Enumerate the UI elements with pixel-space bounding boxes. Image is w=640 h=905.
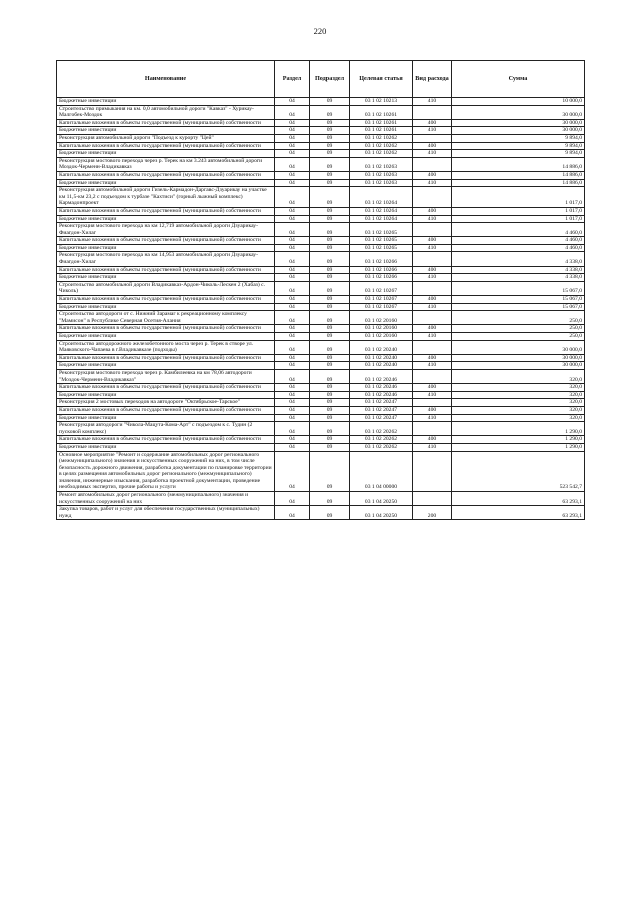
cell-name: Реконструкция автомобильной дороги Гизель-Кармадон-Даргавс-Дзуарикау на участке км 11,5-км 23,2 с подъездом к турбазе "Кахтиси" (горный лыжный комплекс) Кармадонпроект: [57, 187, 275, 208]
table-row: [57, 354, 585, 362]
cell-name: Закупка товаров, работ и услуг для обеспечения государственных (муниципальных) нужд: [57, 506, 275, 520]
cell-section: 04: [275, 436, 310, 444]
cell-sum: 9 894,0: [452, 142, 585, 150]
table-row: [57, 399, 585, 407]
cell-sum: 1 290,0: [452, 443, 585, 451]
cell-section: 04: [275, 274, 310, 282]
cell-target: 03 1 02 20247: [350, 406, 413, 414]
table-row: [57, 252, 585, 266]
header-subsection: Подраздел: [310, 61, 350, 98]
table-row: [57, 325, 585, 333]
cell-subsection: 09: [310, 406, 350, 414]
table-row: [57, 384, 585, 392]
cell-expense-type: [413, 134, 452, 142]
cell-section: 04: [275, 134, 310, 142]
cell-subsection: 09: [310, 237, 350, 245]
cell-target: 03 1 02 10264: [350, 187, 413, 208]
cell-expense-type: 400: [413, 237, 452, 245]
cell-name: Капитальные вложения в объекты государственной (муниципальной) собственности: [57, 325, 275, 333]
cell-name: Основное мероприятие "Ремонт и содержание автомобильных дорог регионального (межмуниципального) значения и искусственных сооружений на них, в том числе безопасность дорожного движения, разработка документации по планировке территории в целях размещения автомобильных дорог регионального (межмуниципального) значения, инженерные изыскания, разработка проектной документации, проведение необходимых экспертиз, прочие работы и услуги: [57, 451, 275, 492]
cell-sum: 10 000,0: [452, 98, 585, 106]
cell-section: 04: [275, 252, 310, 266]
table-row: [57, 215, 585, 223]
cell-expense-type: 410: [413, 333, 452, 341]
cell-subsection: 09: [310, 142, 350, 150]
table-row: [57, 142, 585, 150]
cell-subsection: 09: [310, 281, 350, 295]
cell-section: 04: [275, 223, 310, 237]
cell-subsection: 09: [310, 354, 350, 362]
cell-expense-type: 400: [413, 436, 452, 444]
cell-sum: 14 886,0: [452, 179, 585, 187]
cell-subsection: 09: [310, 414, 350, 422]
cell-expense-type: [413, 422, 452, 436]
page-number: 220: [313, 26, 327, 36]
cell-target: 03 1 02 10266: [350, 252, 413, 266]
cell-target: 03 1 02 20262: [350, 436, 413, 444]
cell-sum: 30 000,0: [452, 354, 585, 362]
cell-target: 03 1 02 20246: [350, 384, 413, 392]
cell-subsection: 09: [310, 311, 350, 325]
cell-section: 04: [275, 311, 310, 325]
cell-subsection: 09: [310, 274, 350, 282]
cell-name: Бюджетные инвестиции: [57, 150, 275, 158]
cell-target: 03 1 02 20246: [350, 391, 413, 399]
table-row: [57, 171, 585, 179]
table-row: [57, 333, 585, 341]
cell-name: Бюджетные инвестиции: [57, 244, 275, 252]
cell-name: Реконструкция мостового перехода через р. Терек на км 3.243 автомобильной дороги Моздок-Черменн-Владикавказ: [57, 157, 275, 171]
cell-sum: 63 293,1: [452, 492, 585, 506]
cell-sum: 30 000,0: [452, 340, 585, 354]
cell-target: 03 1 02 10265: [350, 244, 413, 252]
cell-name: Бюджетные инвестиции: [57, 98, 275, 106]
table-row: [57, 274, 585, 282]
cell-target: 03 1 02 10266: [350, 266, 413, 274]
cell-name: Капитальные вложения в объекты государственной (муниципальной) собственности: [57, 354, 275, 362]
cell-expense-type: 400: [413, 384, 452, 392]
cell-expense-type: 410: [413, 391, 452, 399]
cell-name: Бюджетные инвестиции: [57, 333, 275, 341]
table-row: [57, 362, 585, 370]
cell-sum: 250,0: [452, 311, 585, 325]
table-row: [57, 406, 585, 414]
cell-section: 04: [275, 142, 310, 150]
header-name: Наименование: [57, 61, 275, 98]
cell-expense-type: [413, 187, 452, 208]
cell-section: 04: [275, 333, 310, 341]
cell-target: 03 1 02 10261: [350, 127, 413, 135]
cell-sum: 320,0: [452, 391, 585, 399]
table-row: [57, 105, 585, 119]
cell-section: 04: [275, 391, 310, 399]
cell-sum: 30 000,0: [452, 119, 585, 127]
header-sum: Сумма: [452, 61, 585, 98]
cell-subsection: 09: [310, 179, 350, 187]
table-row: [57, 266, 585, 274]
cell-expense-type: 400: [413, 171, 452, 179]
cell-sum: 1 290,0: [452, 422, 585, 436]
cell-name: Капитальные вложения в объекты государственной (муниципальной) собственности: [57, 266, 275, 274]
cell-name: Бюджетные инвестиции: [57, 362, 275, 370]
cell-sum: 15 067,0: [452, 296, 585, 304]
cell-expense-type: [413, 492, 452, 506]
cell-sum: 4 460,0: [452, 244, 585, 252]
cell-subsection: 09: [310, 391, 350, 399]
cell-sum: 1 017,0: [452, 207, 585, 215]
table-row: [57, 244, 585, 252]
table-row: [57, 451, 585, 492]
cell-section: 04: [275, 171, 310, 179]
cell-expense-type: [413, 451, 452, 492]
cell-subsection: 09: [310, 399, 350, 407]
cell-name: Капитальные вложения в объекты государственной (муниципальной) собственности: [57, 436, 275, 444]
cell-name: Реконструкция автодороги "Чикола-Мацута-Кома-Арт" с подъездом к с. Тудин (2 пусковой комплекс): [57, 422, 275, 436]
cell-section: 04: [275, 399, 310, 407]
header-section: Раздел: [275, 61, 310, 98]
table-row: [57, 187, 585, 208]
cell-name: Строительство примыкания на км. 0,0 автомобильной дороги "Кавказ" - Хурикау-Малгобек-Моздок: [57, 105, 275, 119]
cell-name: Бюджетные инвестиции: [57, 414, 275, 422]
cell-expense-type: [413, 340, 452, 354]
cell-expense-type: 410: [413, 150, 452, 158]
cell-section: 04: [275, 325, 310, 333]
cell-expense-type: 400: [413, 119, 452, 127]
cell-expense-type: 200: [413, 506, 452, 520]
cell-name: Ремонт автомобильных дорог регионального (межмуниципального) значения и искусственных сооружений на них: [57, 492, 275, 506]
cell-target: 03 1 02 10263: [350, 171, 413, 179]
cell-subsection: 09: [310, 422, 350, 436]
cell-target: 03 1 02 20160: [350, 333, 413, 341]
cell-section: 04: [275, 207, 310, 215]
table-header: [57, 61, 585, 98]
cell-sum: 4 338,0: [452, 266, 585, 274]
cell-sum: 63 293,1: [452, 506, 585, 520]
table-row: [57, 422, 585, 436]
cell-subsection: 09: [310, 443, 350, 451]
table-row: [57, 311, 585, 325]
cell-expense-type: 410: [413, 303, 452, 311]
cell-expense-type: 410: [413, 274, 452, 282]
cell-subsection: 09: [310, 369, 350, 383]
cell-sum: 1 017,0: [452, 187, 585, 208]
cell-sum: 320,0: [452, 384, 585, 392]
cell-sum: 4 338,0: [452, 252, 585, 266]
table-row: [57, 296, 585, 304]
cell-section: 04: [275, 384, 310, 392]
table-row: [57, 369, 585, 383]
cell-name: Бюджетные инвестиции: [57, 274, 275, 282]
table-row: [57, 436, 585, 444]
cell-name: Строительство автодороги от с. Нижний Зарамаг к рекреационному комплексу "Мамисон" в Республике Северная Осетия-Алания: [57, 311, 275, 325]
cell-sum: 14 886,0: [452, 157, 585, 171]
cell-subsection: 09: [310, 215, 350, 223]
cell-subsection: 09: [310, 244, 350, 252]
table-row: [57, 98, 585, 106]
cell-expense-type: 410: [413, 443, 452, 451]
cell-sum: 30 000,0: [452, 362, 585, 370]
cell-subsection: 09: [310, 296, 350, 304]
cell-target: 03 1 02 10264: [350, 215, 413, 223]
cell-target: 03 1 04 20250: [350, 506, 413, 520]
cell-sum: 320,0: [452, 406, 585, 414]
cell-expense-type: [413, 252, 452, 266]
cell-subsection: 09: [310, 105, 350, 119]
cell-sum: 4 460,0: [452, 237, 585, 245]
cell-name: Бюджетные инвестиции: [57, 127, 275, 135]
cell-name: Бюджетные инвестиции: [57, 179, 275, 187]
cell-target: 03 1 02 10263: [350, 157, 413, 171]
cell-section: 04: [275, 127, 310, 135]
cell-expense-type: 400: [413, 142, 452, 150]
cell-name: Капитальные вложения в объекты государственной (муниципальной) собственности: [57, 237, 275, 245]
cell-target: 03 1 02 10261: [350, 105, 413, 119]
cell-section: 04: [275, 157, 310, 171]
cell-target: 03 1 02 10267: [350, 281, 413, 295]
table-row: [57, 281, 585, 295]
cell-sum: 15 067,0: [452, 303, 585, 311]
cell-name: Реконструкция мостового перехода через р. Камбилеевка на км 78,06 автодороги "Моздок-Черменн-Владикавказ": [57, 369, 275, 383]
cell-section: 04: [275, 266, 310, 274]
cell-expense-type: [413, 223, 452, 237]
cell-section: 04: [275, 362, 310, 370]
table-row: [57, 303, 585, 311]
cell-target: 03 1 02 20262: [350, 422, 413, 436]
cell-target: 03 1 02 20160: [350, 311, 413, 325]
table-row: [57, 157, 585, 171]
cell-subsection: 09: [310, 171, 350, 179]
cell-sum: 15 067,0: [452, 281, 585, 295]
cell-section: 04: [275, 451, 310, 492]
cell-name: Капитальные вложения в объекты государственной (муниципальной) собственности: [57, 296, 275, 304]
cell-sum: 320,0: [452, 399, 585, 407]
cell-target: 03 1 02 10262: [350, 150, 413, 158]
cell-section: 04: [275, 187, 310, 208]
cell-subsection: 09: [310, 384, 350, 392]
cell-section: 04: [275, 340, 310, 354]
table-body: [57, 98, 585, 520]
cell-target: 03 1 04 00000: [350, 451, 413, 492]
cell-section: 04: [275, 422, 310, 436]
cell-expense-type: [413, 157, 452, 171]
cell-name: Бюджетные инвестиции: [57, 391, 275, 399]
cell-target: 03 1 02 10267: [350, 296, 413, 304]
cell-section: 04: [275, 414, 310, 422]
cell-expense-type: 400: [413, 325, 452, 333]
cell-section: 04: [275, 303, 310, 311]
cell-subsection: 09: [310, 492, 350, 506]
cell-section: 04: [275, 237, 310, 245]
cell-expense-type: [413, 399, 452, 407]
cell-name: Строительство автомобильной дороги Владикавказ-Ардон-Чиколь-Лескен 2 (Хабаз) с. Чиколь): [57, 281, 275, 295]
cell-sum: 14 886,0: [452, 171, 585, 179]
cell-target: 03 1 02 10265: [350, 237, 413, 245]
cell-name: Капитальные вложения в объекты государственной (муниципальной) собственности: [57, 384, 275, 392]
cell-target: 03 1 02 10213: [350, 98, 413, 106]
table-row: [57, 340, 585, 354]
cell-sum: 30 000,0: [452, 105, 585, 119]
cell-name: Реконструкция мостового перехода на км 14,953 автомобильной дороги Дзуарикау-Фиагдон-Хилаг: [57, 252, 275, 266]
cell-target: 03 1 02 10263: [350, 179, 413, 187]
cell-name: Строительство автодорожного железобетонного моста через р. Терек в створе ул. Маяковского-Чапаева в г.Владикавказе (подходы): [57, 340, 275, 354]
cell-subsection: 09: [310, 187, 350, 208]
table-row: [57, 391, 585, 399]
cell-subsection: 09: [310, 207, 350, 215]
header-target: Целевая статья: [350, 61, 413, 98]
table-row: [57, 414, 585, 422]
cell-expense-type: 410: [413, 362, 452, 370]
cell-target: 03 1 02 10261: [350, 119, 413, 127]
cell-expense-type: [413, 281, 452, 295]
cell-target: 03 1 02 20247: [350, 414, 413, 422]
cell-target: 03 1 02 10265: [350, 223, 413, 237]
cell-expense-type: 400: [413, 207, 452, 215]
cell-sum: 250,0: [452, 333, 585, 341]
cell-target: 03 1 02 20247: [350, 399, 413, 407]
cell-name: Капитальные вложения в объекты государственной (муниципальной) собственности: [57, 142, 275, 150]
cell-target: 03 1 04 20250: [350, 492, 413, 506]
table-row: [57, 223, 585, 237]
cell-expense-type: [413, 105, 452, 119]
cell-sum: 320,0: [452, 369, 585, 383]
cell-section: 04: [275, 492, 310, 506]
cell-section: 04: [275, 369, 310, 383]
table-row: [57, 237, 585, 245]
cell-name: Бюджетные инвестиции: [57, 215, 275, 223]
cell-expense-type: 400: [413, 296, 452, 304]
cell-section: 04: [275, 98, 310, 106]
table-row: [57, 150, 585, 158]
cell-target: 03 1 02 20240: [350, 340, 413, 354]
cell-sum: 4 338,0: [452, 274, 585, 282]
cell-subsection: 09: [310, 303, 350, 311]
cell-expense-type: 400: [413, 266, 452, 274]
header-expense-type: Вид расхода: [413, 61, 452, 98]
cell-expense-type: 410: [413, 244, 452, 252]
cell-expense-type: 410: [413, 98, 452, 106]
cell-target: 03 1 02 10262: [350, 142, 413, 150]
cell-target: 03 1 02 10266: [350, 274, 413, 282]
table-row: [57, 506, 585, 520]
cell-section: 04: [275, 354, 310, 362]
cell-section: 04: [275, 105, 310, 119]
cell-section: 04: [275, 281, 310, 295]
cell-name: Капитальные вложения в объекты государственной (муниципальной) собственности: [57, 406, 275, 414]
cell-sum: 9 894,0: [452, 150, 585, 158]
cell-section: 04: [275, 119, 310, 127]
cell-name: Капитальные вложения в объекты государственной (муниципальной) собственности: [57, 171, 275, 179]
cell-section: 04: [275, 506, 310, 520]
cell-subsection: 09: [310, 333, 350, 341]
cell-expense-type: 410: [413, 215, 452, 223]
cell-subsection: 09: [310, 98, 350, 106]
cell-subsection: 09: [310, 340, 350, 354]
cell-expense-type: [413, 311, 452, 325]
cell-sum: 320,0: [452, 414, 585, 422]
table-row: [57, 443, 585, 451]
cell-name: Капитальные вложения в объекты государственной (муниципальной) собственности: [57, 207, 275, 215]
cell-name: Капитальные вложения в объекты государственной (муниципальной) собственности: [57, 119, 275, 127]
table-row: [57, 134, 585, 142]
cell-target: 03 1 02 10262: [350, 134, 413, 142]
cell-section: 04: [275, 406, 310, 414]
cell-sum: 250,0: [452, 325, 585, 333]
table-row: [57, 179, 585, 187]
cell-sum: 30 000,0: [452, 127, 585, 135]
cell-name: Реконструкция мостового перехода на км 12,719 автомобильной дороги Дзуарикау-Фиагдон-Хилаг: [57, 223, 275, 237]
cell-section: 04: [275, 150, 310, 158]
cell-expense-type: 400: [413, 406, 452, 414]
cell-section: 04: [275, 244, 310, 252]
cell-subsection: 09: [310, 119, 350, 127]
cell-name: Бюджетные инвестиции: [57, 303, 275, 311]
cell-target: 03 1 02 20246: [350, 369, 413, 383]
cell-target: 03 1 02 20240: [350, 354, 413, 362]
cell-subsection: 09: [310, 506, 350, 520]
cell-section: 04: [275, 215, 310, 223]
cell-target: 03 1 02 10267: [350, 303, 413, 311]
cell-expense-type: 410: [413, 179, 452, 187]
cell-name: Реконструкция автомобильной дороги "Подъезд к курорту "Цей": [57, 134, 275, 142]
cell-sum: 4 460,0: [452, 223, 585, 237]
cell-sum: 1 290,0: [452, 436, 585, 444]
cell-sum: 523 542,7: [452, 451, 585, 492]
table-row: [57, 127, 585, 135]
cell-subsection: 09: [310, 325, 350, 333]
budget-table: [56, 60, 585, 520]
cell-sum: 1 017,0: [452, 215, 585, 223]
cell-name: Бюджетные инвестиции: [57, 443, 275, 451]
cell-expense-type: 410: [413, 414, 452, 422]
cell-section: 04: [275, 443, 310, 451]
cell-target: 03 1 02 10264: [350, 207, 413, 215]
cell-target: 03 1 02 20262: [350, 443, 413, 451]
cell-target: 03 1 02 20160: [350, 325, 413, 333]
cell-section: 04: [275, 179, 310, 187]
cell-subsection: 09: [310, 223, 350, 237]
cell-subsection: 09: [310, 266, 350, 274]
cell-subsection: 09: [310, 134, 350, 142]
cell-subsection: 09: [310, 362, 350, 370]
cell-subsection: 09: [310, 436, 350, 444]
cell-section: 04: [275, 296, 310, 304]
cell-name: Реконструкция 2 мостовых переходов на автодороге "Октябрьское-Тарское": [57, 399, 275, 407]
cell-subsection: 09: [310, 127, 350, 135]
table-row: [57, 207, 585, 215]
cell-subsection: 09: [310, 150, 350, 158]
cell-expense-type: [413, 369, 452, 383]
cell-subsection: 09: [310, 451, 350, 492]
cell-subsection: 09: [310, 157, 350, 171]
cell-sum: 9 894,0: [452, 134, 585, 142]
cell-expense-type: 410: [413, 127, 452, 135]
cell-target: 03 1 02 20240: [350, 362, 413, 370]
cell-subsection: 09: [310, 252, 350, 266]
cell-expense-type: 400: [413, 354, 452, 362]
table-row: [57, 119, 585, 127]
table-row: [57, 492, 585, 506]
